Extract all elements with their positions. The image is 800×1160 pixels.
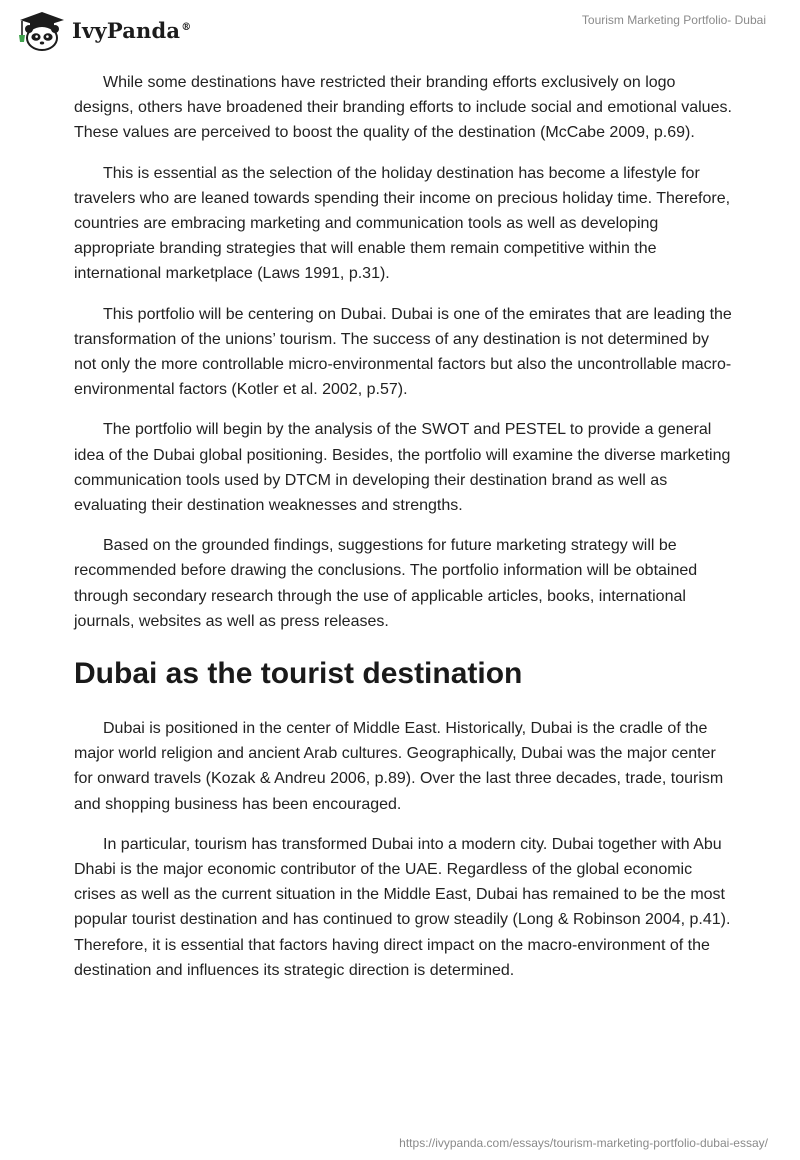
page-header [0, 0, 800, 64]
paragraph: While some destinations have restricted their branding efforts exclusively on logo designs, others have broadened their branding efforts to include social and emotional values. These values are perceived to boost the quality of the destination (McCabe 2009, p.69). [74, 74, 732, 142]
paragraph: Dubai is positioned in the center of Middle East. Historically, Dubai is the cradle of the major world religion and ancient Arab cultures. Geographically, Dubai was the major center for onward travels (Kozak & Andreu 2006, p.89). Over the last three decades, trade, tourism and shopping business has been encouraged. [74, 720, 724, 813]
paragraph: Based on the grounded findings, suggestions for future marketing strategy will be recommended before drawing the conclusions. The portfolio information will be obtained through secondary research through the use of applicable articles, books, international journals, websites as well as press releases. [74, 537, 698, 630]
paragraph: This is essential as the selection of the holiday destination has become a lifestyle for travelers who are leaned towards spending their income on precious holiday time. Therefore, countries are embracing marketing and communication tools as well as developing appropriate branding strategies that will enable them remain competitive within the international marketplace (Laws 1991, p.31). [74, 164, 731, 283]
brand-logo[interactable] [14, 8, 191, 52]
paragraph: This portfolio will be centering on Dubai. Dubai is one of the emirates that are leading the transformation of the unions’ tourism. The success of any destination is not determined by not only the more controllable micro-environmental factors but also the uncontrollable macro-environmental factors (Kotler et al. 2002, p.57). [74, 305, 732, 399]
paragraph: The portfolio will begin by the analysis of the SWOT and PESTEL to provide a general idea of the Dubai global positioning. Besides, the portfolio will examine the diverse marketing communication tools used by DTCM in developing their destination brand as well as evaluating their destination weaknesses and strengths. [74, 421, 731, 515]
document-title: Tourism Marketing Portfolio- Dubai [581, 13, 766, 27]
brand-registered-mark: ® [181, 21, 192, 33]
paragraph: In particular, tourism has transformed Dubai into a modern city. Dubai together with Abu Dhabi is the major economic contributor of the UAE. Regardless of the global economic crises as well as the current situation in the Middle East, Dubai has remained to be the most popular tourist destination and has continued to grow steadily (Long & Robinson 2004, p.41). Therefore, it is essential that factors having direct impact on the macro-environment of the destination and influences its strategic direction is determined. [74, 835, 731, 979]
essay-body [74, 70, 734, 998]
brand-name: IvyPanda® [72, 17, 192, 43]
section-heading: Dubai as the tourist destination [74, 657, 523, 691]
panda-graduate-icon [14, 8, 66, 52]
footer-source-url[interactable]: https://ivypanda.com/essays/tourism-marketing-portfolio-dubai-essay/ [399, 1136, 768, 1150]
